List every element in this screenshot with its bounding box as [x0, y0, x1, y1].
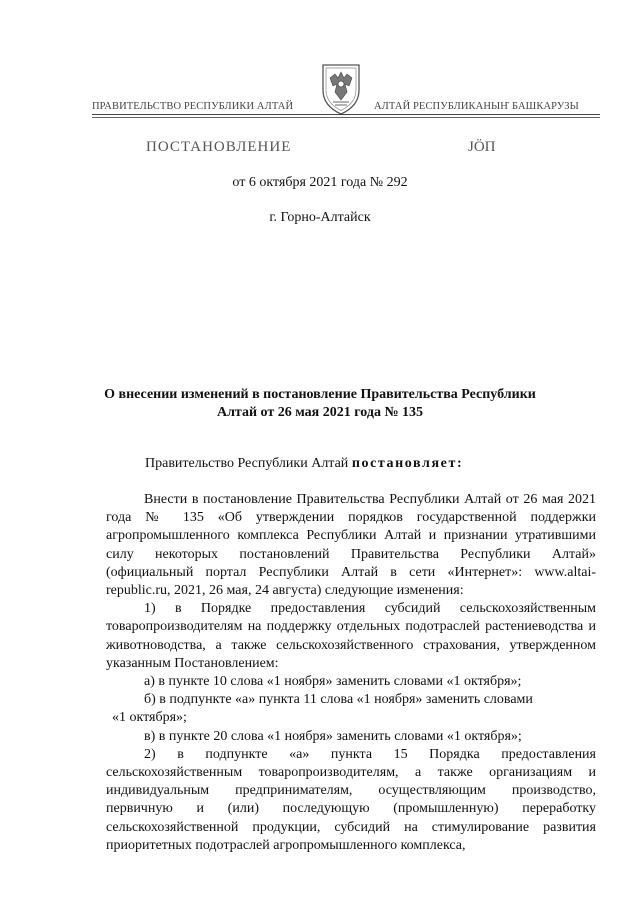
document-title	[0, 386, 640, 422]
government-name-alt: АЛТАЙ РЕСПУБЛИКАНЫҤ БАШКАРУЗЫ	[374, 101, 579, 112]
body-paragraph: а) в пункте 10 слова «1 ноября» заменить словами «1 октября»;	[144, 674, 522, 690]
document-type-alt: JӦП	[468, 139, 496, 155]
title-line-1: О внесении изменений в постановление Правительства Республики	[104, 387, 536, 402]
government-name-ru: ПРАВИТЕЛЬСТВО РЕСПУБЛИКИ АЛТАЙ	[92, 101, 294, 112]
document-body	[106, 491, 596, 855]
preamble	[145, 456, 463, 472]
body-paragraph: 2) в подпункте «а» пункта 15 Порядка предоставления сельскохозяйственным товаропроизводителям, а также организациям и индивидуальным предпринимателям, осуществляющим производство, первичную и (или) последующую (промышленную) переработку сельскохозяйственной продукции, субсидий на стимулирование развития приоритетных подотраслей агропромышленного комплекса,	[106, 746, 596, 853]
body-paragraph: Внести в постановление Правительства Республики Алтай от 26 мая 2021 года № 135 «Об утверждении порядков государственной поддержки агропромышленного комплекса Республики Алтай и признании утратившими силу некоторых постановлений Правительства Республики Алтай» (официальный портал Республики Алтай в сети «Интернет»: www.altai-republic.ru, 2021, 26 мая, 24 августа) следующие изменения:	[106, 492, 596, 599]
document-type-ru: ПОСТАНОВЛЕНИЕ	[146, 139, 292, 155]
body-paragraph: в) в пункте 20 слова «1 ноября» заменить словами «1 октября»;	[144, 728, 522, 744]
body-paragraph: б) в подпункте «а» пункта 11 слова «1 ноября» заменить словами	[144, 692, 533, 708]
document-city: г. Горно-Алтайск	[269, 210, 371, 225]
header-rule	[92, 114, 600, 115]
body-paragraph: 1) в Порядке предоставления субсидий сельскохозяйственным товаропроизводителям на поддержку отдельных подотраслей растениеводства и животноводства, а также сельскохозяйственного страхования, утвержденном указанным Постановлением:	[106, 601, 596, 671]
body-paragraph: «1 октября»;	[112, 710, 187, 726]
header-rule-thin	[92, 117, 600, 118]
coat-of-arms-icon	[318, 62, 364, 116]
title-line-2: Алтай от 26 мая 2021 года № 135	[216, 405, 424, 420]
preamble-emphasis: постановляет:	[351, 456, 464, 471]
document-date: от 6 октября 2021 года № 292	[232, 175, 408, 190]
preamble-text: Правительство Республики Алтай	[145, 456, 352, 471]
